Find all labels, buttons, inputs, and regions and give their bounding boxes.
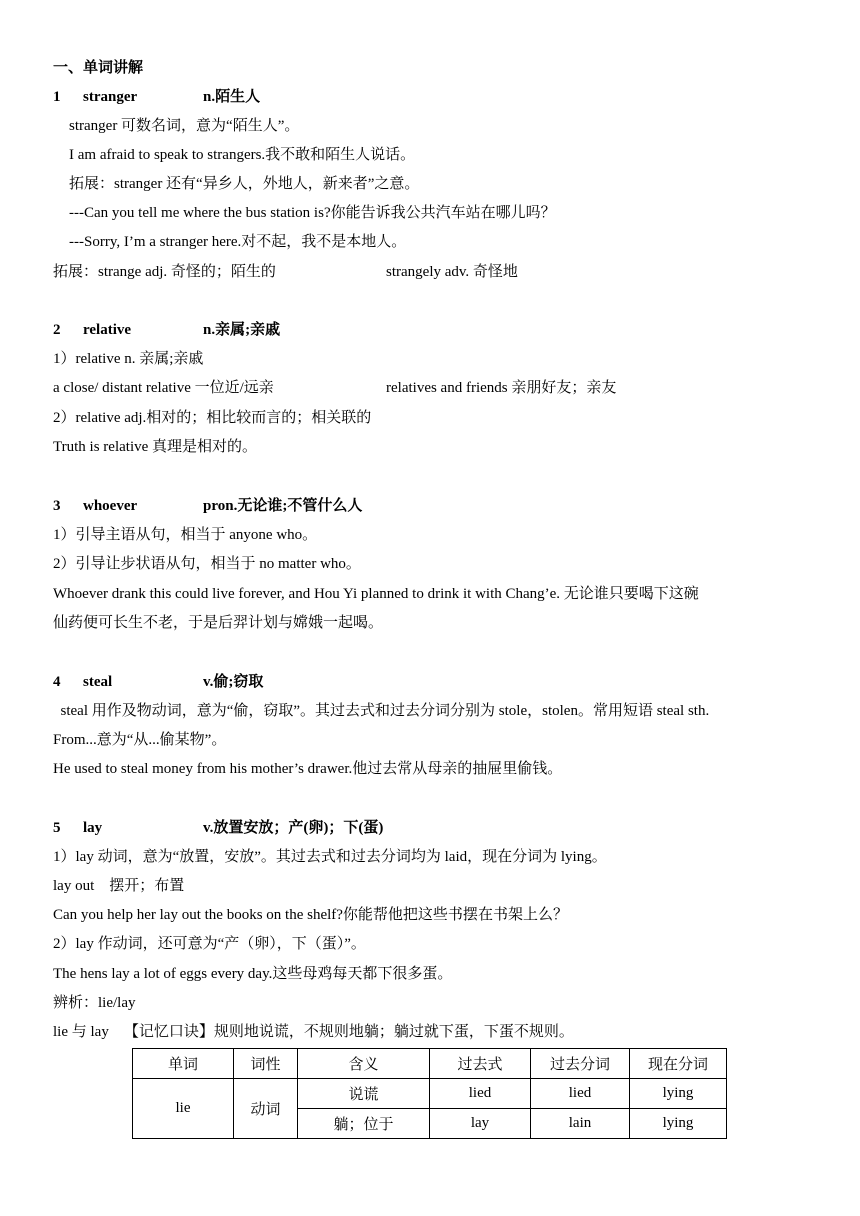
entry-number: 4 — [53, 674, 61, 690]
phrase-close-distant: a close/ distant relative 一位近/远亲 — [53, 380, 274, 396]
table-header-row — [133, 1049, 727, 1079]
table-header: 单词 — [133, 1049, 234, 1079]
table-cell-pos: 动词 — [234, 1079, 298, 1139]
table-header: 词性 — [234, 1049, 298, 1079]
extension-strange: 拓展：strange adj. 奇怪的；陌生的 — [53, 264, 276, 280]
entry-word: stranger — [83, 89, 138, 105]
entry-line: 1）lay 动词，意为“放置，安放”。其过去式和过去分词均为 laid，现在分词为 lying。 — [53, 849, 607, 865]
entry-number: 1 — [53, 89, 61, 105]
section-title: 一、单词讲解 — [53, 60, 144, 76]
entry-number: 5 — [53, 820, 61, 836]
table-cell-word: lie — [133, 1079, 234, 1139]
entry-definition: v.放置安放；产(卵)；下(蛋) — [203, 820, 384, 836]
table-cell: lying — [630, 1109, 727, 1139]
table-cell: lying — [630, 1079, 727, 1109]
entry-line: 拓展：stranger 还有“异乡人，外地人，新来者”之意。 — [69, 176, 420, 192]
phrase-relatives-friends: relatives and friends 亲朋好友；亲友 — [386, 380, 617, 396]
entry-line: The hens lay a lot of eggs every day.这些母鸡每天都下很多蛋。 — [53, 966, 453, 982]
table-cell: lay — [430, 1109, 531, 1139]
entry-definition: v.偷;窃取 — [203, 674, 264, 690]
entry-line: lie 与 lay 【记忆口诀】规则地说谎，不规则地躺；躺过就下蛋，下蛋不规则。 — [53, 1024, 574, 1040]
entry-line — [53, 378, 616, 398]
entry-line: stranger 可数名词，意为“陌生人”。 — [69, 118, 300, 134]
entry-word: lay — [83, 820, 103, 836]
entry-heading-1 — [53, 87, 260, 107]
entry-line: 2）引导让步状语从句，相当于 no matter who。 — [53, 556, 361, 572]
entry-number: 2 — [53, 322, 61, 338]
entry-line: He used to steal money from his mother’s drawer.他过去常从母亲的抽屉里偷钱。 — [53, 761, 563, 777]
table-cell: lain — [531, 1109, 630, 1139]
entry-extension — [53, 262, 518, 282]
table-header: 含义 — [298, 1049, 430, 1079]
table-header: 过去式 — [430, 1049, 531, 1079]
table-row — [133, 1079, 727, 1109]
extension-strangely: strangely adv. 奇怪地 — [386, 264, 518, 280]
table-cell: lied — [430, 1079, 531, 1109]
entry-line: steal 用作及物动词，意为“偷，窃取”。其过去式和过去分词分别为 stole，stolen。常用短语 steal sth. — [53, 703, 710, 719]
lie-lay-table — [132, 1048, 727, 1139]
entry-heading-2 — [53, 320, 280, 340]
entry-definition: n.亲属;亲戚 — [203, 322, 281, 338]
entry-line: I am afraid to speak to strangers.我不敢和陌生人说话。 — [69, 147, 416, 163]
entry-line: Can you help her lay out the books on the shelf?你能帮他把这些书摆在书架上么？ — [53, 907, 568, 923]
entry-line: 1）relative n. 亲属;亲戚 — [53, 351, 204, 367]
entry-heading-3 — [53, 496, 362, 516]
entry-line: Whoever drank this could live forever, and Hou Yi planned to drink it with Chang’e. 无论谁只要喝下这碗 — [53, 586, 699, 602]
table-cell: 躺；位于 — [298, 1109, 430, 1139]
table-header: 过去分词 — [531, 1049, 630, 1079]
entry-word: whoever — [83, 498, 138, 514]
entry-line: lay out 摆开；布置 — [53, 878, 185, 894]
entry-line: ---Sorry, I’m a stranger here.对不起，我不是本地人。 — [69, 234, 407, 250]
entry-line: Truth is relative 真理是相对的。 — [53, 439, 258, 455]
entry-line: From...意为“从...偷某物”。 — [53, 732, 227, 748]
entry-line: 1）引导主语从句，相当于 anyone who。 — [53, 527, 318, 543]
entry-line: 辨析：lie/lay — [53, 995, 136, 1011]
entry-word: steal — [83, 674, 113, 690]
entry-line: 仙药便可长生不老，于是后羿计划与嫦娥一起喝。 — [53, 615, 384, 631]
table-header: 现在分词 — [630, 1049, 727, 1079]
entry-word: relative — [83, 322, 132, 338]
table-cell: 说谎 — [298, 1079, 430, 1109]
entry-line: ---Can you tell me where the bus station is?你能告诉我公共汽车站在哪儿吗？ — [69, 205, 556, 221]
entry-line: 2）lay 作动词，还可意为“产（卵），下（蛋）”。 — [53, 936, 366, 952]
entry-heading-5 — [53, 818, 383, 838]
entry-line: 2）relative adj.相对的；相比较而言的；相关联的 — [53, 410, 372, 426]
entry-number: 3 — [53, 498, 61, 514]
entry-definition: pron.无论谁;不管什么人 — [203, 498, 363, 514]
table-cell: lied — [531, 1079, 630, 1109]
entry-definition: n.陌生人 — [203, 89, 261, 105]
entry-heading-4 — [53, 672, 263, 692]
